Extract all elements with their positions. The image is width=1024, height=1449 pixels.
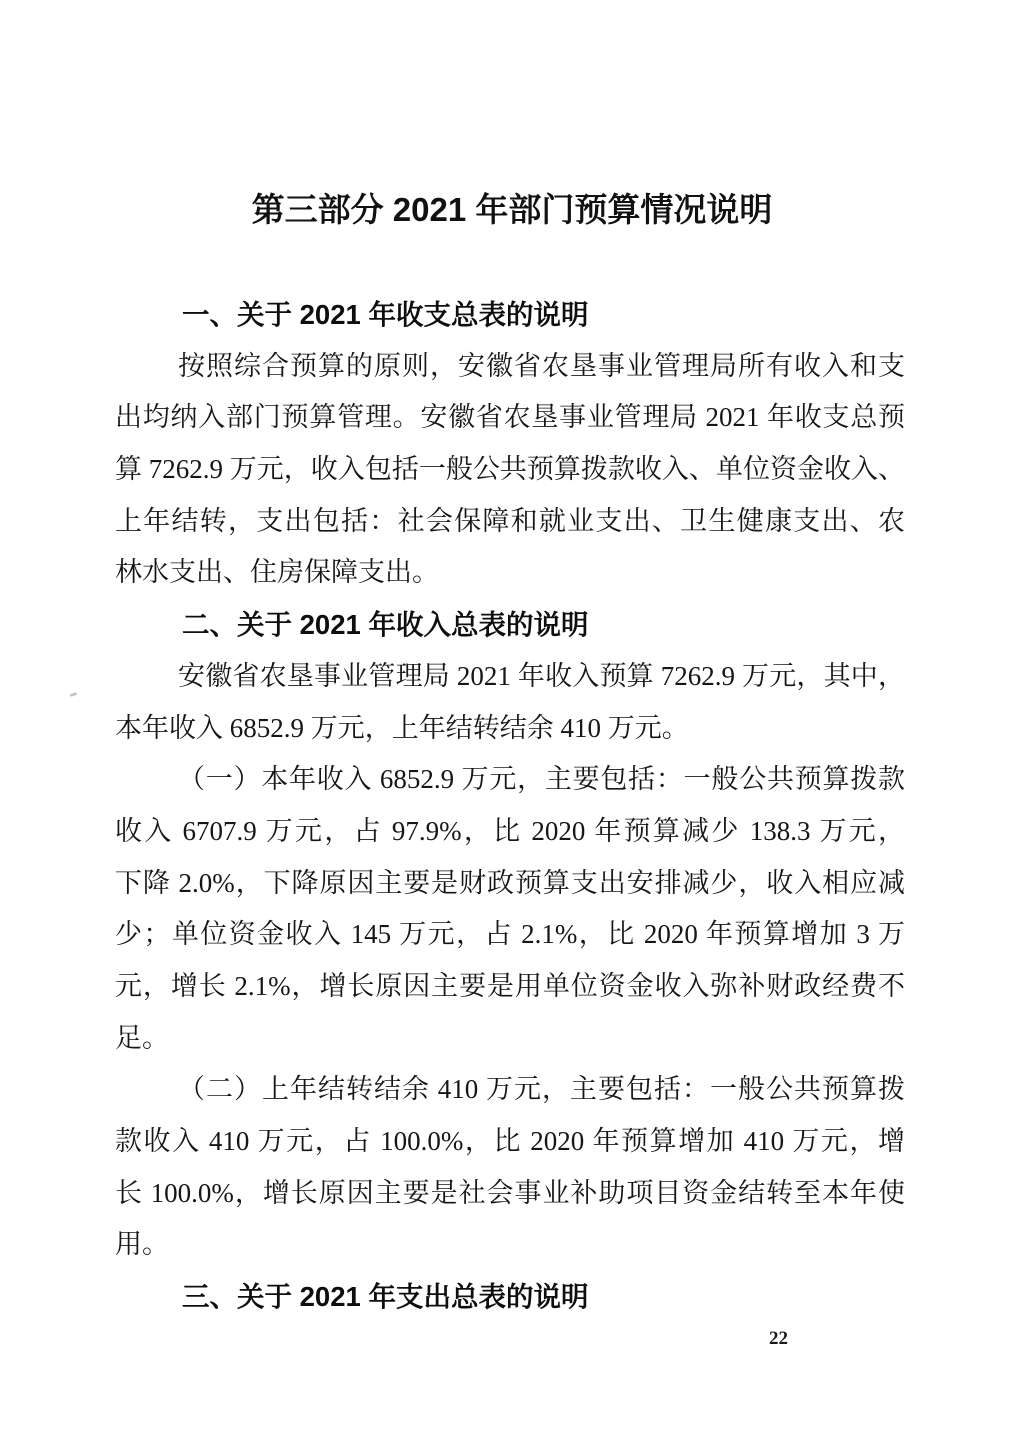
document-title: 第三部分 2021 年部门预算情况说明: [251, 191, 773, 228]
body-line: 元，增长 2.1%，增长原因主要是用单位资金收入弥补财政经费不: [115, 970, 905, 1001]
body-line: 安徽省农垦事业管理局 2021 年收入预算 7262.9 万元，其中，: [178, 660, 905, 691]
body-line: 出均纳入部门预算管理。安徽省农垦事业管理局 2021 年收支总预: [115, 402, 905, 433]
page-number: 22: [769, 1328, 788, 1349]
section-3-heading: 三、关于 2021 年支出总表的说明: [182, 1281, 589, 1313]
body-line: 本年收入 6852.9 万元，上年结转结余 410 万元。: [115, 712, 689, 743]
body-line: 算 7262.9 万元，收入包括一般公共预算拨款收入、单位资金收入、: [115, 454, 905, 485]
body-line: 按照综合预算的原则，安徽省农垦事业管理局所有收入和支: [178, 350, 905, 381]
body-line: 下降 2.0%，下降原因主要是财政预算支出安排减少，收入相应减: [115, 867, 905, 898]
section-1-heading: 一、关于 2021 年收支总表的说明: [182, 299, 589, 330]
body-line: （一）本年收入 6852.9 万元，主要包括：一般公共预算拨款: [178, 764, 905, 795]
body-line: 足。: [115, 1022, 169, 1053]
body-line: 用。: [115, 1229, 169, 1260]
body-line: 少；单位资金收入 145 万元，占 2.1%，比 2020 年预算增加 3 万: [115, 919, 905, 950]
body-line: 款收入 410 万元，占 100.0%，比 2020 年预算增加 410 万元，增: [115, 1126, 905, 1156]
body-line: 长 100.0%，增长原因主要是社会事业补助项目资金结转至本年使: [115, 1177, 905, 1208]
body-line: （二）上年结转结余 410 万元，主要包括：一般公共预算拨: [178, 1074, 905, 1105]
document-body: [115, 289, 905, 1323]
body-line: 上年结转，支出包括：社会保障和就业支出、卫生健康支出、农: [115, 505, 905, 536]
section-2-heading: 二、关于 2021 年收入总表的说明: [182, 609, 589, 641]
scan-speck: [70, 692, 78, 697]
body-line: 林水支出、住房保障支出。: [115, 557, 439, 588]
body-line: 收入 6707.9 万元，占 97.9%，比 2020 年预算减少 138.3 万元，: [115, 815, 905, 846]
